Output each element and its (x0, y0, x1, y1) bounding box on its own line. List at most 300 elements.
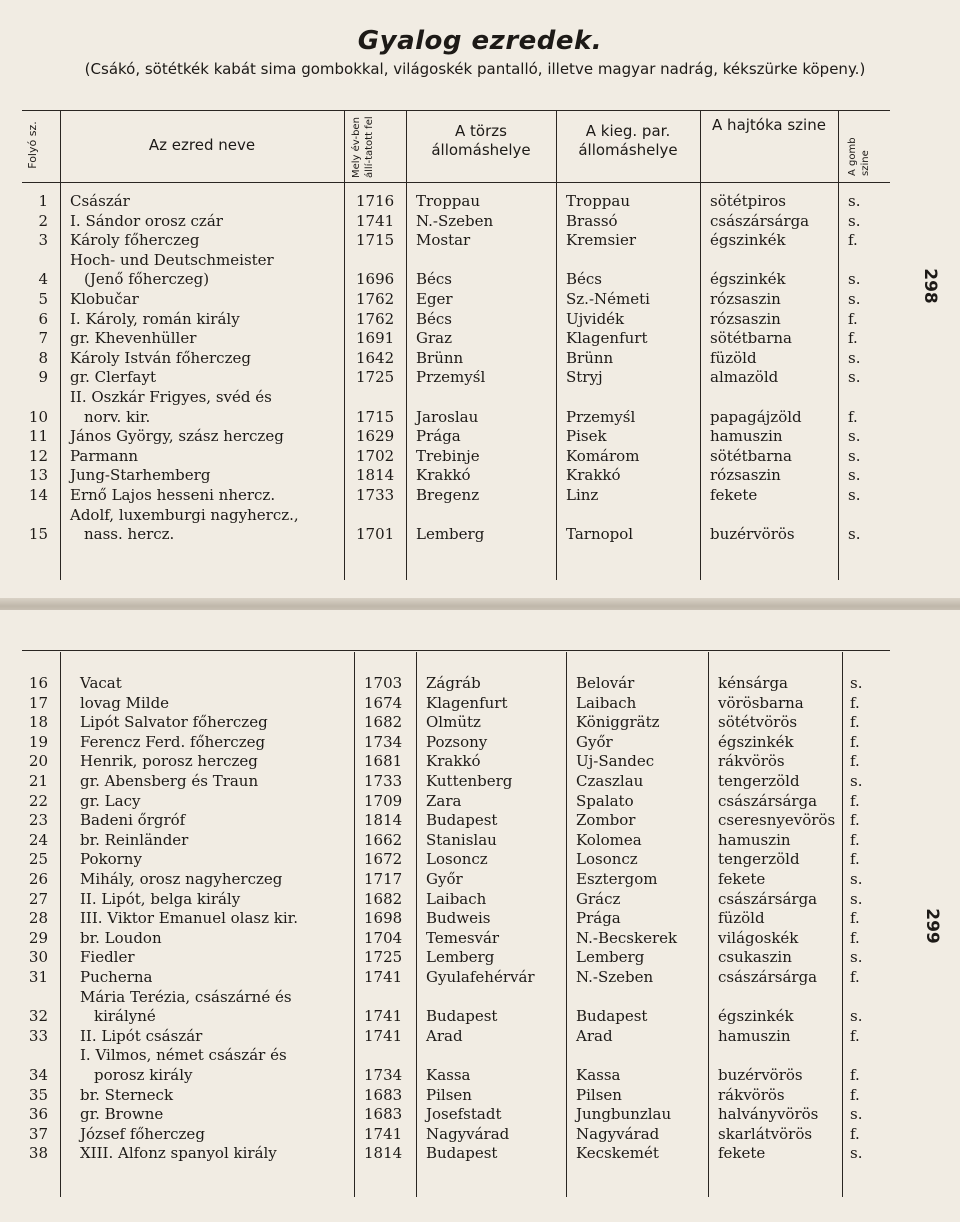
headquarters: Klagenfurt (426, 693, 508, 712)
button-color: s. (850, 674, 863, 692)
founding-year: 1741 (356, 211, 395, 230)
headquarters: Przemyśl (416, 368, 486, 387)
facing-color: sötétpiros (710, 192, 786, 210)
table-cell-row (0, 908, 960, 928)
button-color: f. (850, 791, 860, 810)
facing-color: fekete (718, 1144, 766, 1163)
headquarters: Laibach (426, 889, 487, 908)
regiment-number: 29 (28, 928, 48, 947)
headquarters: Stanislau (426, 830, 497, 849)
regiment-number: 33 (28, 1026, 48, 1045)
depot: Stryj (566, 368, 603, 387)
facing-color: rákvörös (718, 1085, 785, 1104)
facing-color: vörösbarna (718, 693, 804, 712)
button-color: s. (848, 427, 861, 446)
button-color: f. (850, 1066, 860, 1084)
button-color: s. (850, 948, 863, 967)
regiment-name: norv. kir. (84, 407, 151, 426)
regiment-name: nass. hercz. (84, 525, 175, 544)
table-cell-row (0, 328, 960, 348)
table-cell-row (0, 387, 960, 407)
founding-year: 1733 (364, 772, 403, 790)
depot: Uj-Sandec (576, 752, 655, 771)
table-cell-row (0, 1006, 960, 1026)
regiment-name: III. Viktor Emanuel olasz kir. (80, 909, 298, 928)
depot: Arad (576, 1026, 613, 1045)
button-color: s. (848, 525, 861, 544)
regiment-number: 18 (28, 713, 48, 732)
header-depot: A kieg. par. állomáshelye (578, 122, 678, 159)
header-year: Mely év-ben állí-tatott fel (351, 116, 375, 178)
regiment-number: 15 (28, 525, 48, 544)
headquarters: Krakkó (426, 752, 481, 771)
headquarters: Troppau (416, 192, 481, 210)
headquarters: Bécs (416, 309, 452, 328)
table-cell-row (0, 367, 960, 387)
button-color: f. (850, 830, 860, 849)
regiment-number: 24 (28, 830, 48, 849)
depot: Sz.-Németi (566, 290, 650, 308)
page-number: 298 (919, 268, 940, 304)
regiment-number: 23 (28, 811, 48, 830)
facing-color: papagájzöld (710, 407, 802, 426)
headquarters: Mostar (416, 231, 471, 250)
facing-color: hamuszin (718, 830, 791, 849)
headquarters: Jaroslau (416, 407, 479, 426)
table-top-rule (22, 650, 890, 651)
header-name: Az ezred neve (148, 136, 256, 154)
regiment-name: Pucherna (80, 968, 153, 986)
regiment-name: József főherczeg (80, 1124, 205, 1143)
founding-year: 1683 (364, 1085, 403, 1104)
button-color: f. (850, 1026, 860, 1045)
header-facing: A hajtóka szine (712, 116, 826, 134)
button-color: f. (850, 1085, 860, 1104)
button-color: s. (848, 466, 861, 485)
headquarters: Temesvár (426, 928, 500, 947)
facing-color: füzöld (718, 909, 765, 928)
founding-year: 1725 (364, 948, 403, 967)
founding-year: 1674 (364, 693, 403, 712)
headquarters: Kassa (426, 1066, 471, 1084)
founding-year: 1734 (364, 732, 403, 751)
depot: Nagyvárad (576, 1124, 660, 1143)
facing-color: égszinkék (710, 270, 786, 289)
regiment-number: 31 (28, 968, 48, 986)
table-cell-row (0, 869, 960, 889)
regiment-name: gr. Lacy (80, 791, 141, 810)
facing-color: hamuszin (718, 1026, 791, 1045)
table-cell-row (0, 465, 960, 485)
table-cell-row (0, 426, 960, 446)
button-color: f. (850, 850, 860, 869)
depot: Kecskemét (576, 1144, 659, 1163)
regiment-number: 36 (28, 1105, 48, 1124)
depot: Pisek (566, 427, 607, 446)
button-color: f. (850, 928, 860, 947)
table-cell-row (0, 289, 960, 309)
founding-year: 1683 (364, 1105, 403, 1124)
facing-color: cseresnyevörös (718, 811, 836, 830)
regiment-number: 26 (28, 870, 48, 888)
founding-year: 1701 (356, 525, 395, 544)
facing-color: császársárga (718, 889, 818, 908)
depot: Bécs (566, 270, 602, 289)
facing-color: hamuszin (710, 427, 783, 446)
depot: Zombor (576, 811, 636, 830)
founding-year: 1733 (356, 486, 395, 504)
facing-color: rózsaszin (710, 466, 781, 485)
regiment-name: Mária Terézia, császárné és (80, 987, 292, 1006)
headquarters: N.-Szeben (416, 211, 494, 230)
facing-color: rákvörös (718, 752, 785, 771)
founding-year: 1741 (364, 1026, 403, 1045)
headquarters: Budweis (426, 909, 491, 928)
facing-color: császársárga (710, 211, 810, 230)
table-cell-row (0, 712, 960, 732)
button-color: s. (850, 772, 863, 790)
regiment-name: Császár (70, 192, 130, 210)
depot: Königgrätz (576, 713, 660, 732)
headquarters: Krakkó (416, 466, 471, 485)
regiment-name: Ferencz Ferd. főherczeg (80, 732, 266, 751)
table-cell-row (0, 524, 960, 544)
founding-year: 1741 (364, 968, 403, 986)
founding-year: 1762 (356, 309, 395, 328)
button-color: s. (850, 1007, 863, 1026)
button-color: f. (850, 693, 860, 712)
facing-color: tengerzöld (718, 850, 800, 869)
regiment-name: Henrik, porosz herczeg (80, 752, 258, 771)
button-color: f. (850, 968, 860, 986)
founding-year: 1814 (364, 1144, 403, 1163)
headquarters: Josefstadt (426, 1105, 502, 1124)
table-cell-row (0, 693, 960, 713)
facing-color: buzérvörös (718, 1066, 803, 1084)
founding-year: 1629 (356, 427, 395, 446)
regiment-name: gr. Abensberg és Traun (80, 772, 259, 790)
founding-year: 1734 (364, 1066, 403, 1084)
button-color: f. (850, 732, 860, 751)
regiment-name: II. Lipót, belga király (80, 889, 241, 908)
facing-color: égszinkék (710, 231, 786, 250)
founding-year: 1715 (356, 231, 395, 250)
founding-year: 1672 (364, 850, 403, 869)
regiment-name: Lipót Salvator főherczeg (80, 713, 268, 732)
headquarters: Eger (416, 290, 453, 308)
button-color: s. (848, 270, 861, 289)
facing-color: halványvörös (718, 1105, 819, 1124)
header-button: A gomb szine (847, 137, 871, 176)
founding-year: 1717 (364, 870, 403, 888)
regiment-name: br. Sterneck (80, 1085, 174, 1104)
regiment-name: I. Károly, román király (70, 309, 240, 328)
facing-color: füzöld (710, 348, 757, 367)
depot: Troppau (566, 192, 631, 210)
regiment-name: II. Lipót császár (80, 1026, 203, 1045)
button-color: f. (850, 713, 860, 732)
founding-year: 1814 (356, 466, 395, 485)
regiment-number: 3 (38, 231, 48, 250)
headquarters: Olmütz (426, 713, 481, 732)
button-color: s. (850, 1105, 863, 1124)
depot: N.-Becskerek (576, 928, 678, 947)
depot: Linz (566, 486, 599, 504)
table-cell-row (0, 250, 960, 270)
regiment-name: gr. Clerfayt (70, 368, 156, 387)
table-cell-row (0, 947, 960, 967)
regiment-number: 9 (38, 368, 48, 387)
regiment-number: 21 (28, 772, 48, 790)
table-cell-row (0, 485, 960, 505)
table-top-rule (22, 110, 890, 111)
regiment-name: br. Loudon (80, 928, 162, 947)
facing-color: almazöld (710, 368, 779, 387)
founding-year: 1698 (364, 909, 403, 928)
regiment-number: 12 (28, 446, 48, 465)
regiment-number: 11 (28, 427, 48, 446)
regiment-name: porosz király (94, 1066, 193, 1084)
regiment-number: 6 (38, 309, 48, 328)
facing-color: tengerzöld (718, 772, 800, 790)
headquarters: Pilsen (426, 1085, 472, 1104)
facing-color: rózsaszin (710, 309, 781, 328)
button-color: s. (848, 368, 861, 387)
founding-year: 1741 (364, 1007, 403, 1026)
regiment-number: 38 (28, 1144, 48, 1163)
headquarters: Zara (426, 791, 462, 810)
regiment-number: 28 (28, 909, 48, 928)
facing-color: kénsárga (718, 674, 788, 692)
regiment-number: 32 (28, 1007, 48, 1026)
headquarters: Győr (426, 870, 463, 888)
regiment-name: Adolf, luxemburgi nagyhercz., (70, 505, 299, 524)
founding-year: 1691 (356, 329, 395, 348)
table-cell-row (0, 309, 960, 329)
founding-year: 1702 (356, 446, 395, 465)
table-header-rule (22, 182, 890, 183)
table-cell-row (0, 1143, 960, 1163)
table-cell-row (0, 928, 960, 948)
founding-year: 1814 (364, 811, 403, 830)
depot: Tarnopol (566, 525, 634, 544)
facing-color: csukaszin (718, 948, 792, 967)
headquarters: Gyulafehérvár (426, 968, 535, 986)
depot: Kolomea (576, 830, 642, 849)
regiment-name: királyné (94, 1007, 156, 1026)
regiment-name: János György, szász herczeg (70, 427, 284, 446)
table-cell-row (0, 830, 960, 850)
headquarters: Lemberg (416, 525, 485, 544)
founding-year: 1715 (356, 407, 395, 426)
headquarters: Graz (416, 329, 452, 348)
page-number: 299 (921, 908, 942, 944)
regiment-name: Jung-Starhemberg (70, 466, 211, 485)
headquarters: Budapest (426, 1007, 498, 1026)
depot: Esztergom (576, 870, 658, 888)
regiment-number: 19 (28, 732, 48, 751)
founding-year: 1704 (364, 928, 403, 947)
regiment-name: gr. Browne (80, 1105, 164, 1124)
facing-color: sötétbarna (710, 329, 792, 348)
button-color: f. (848, 231, 858, 250)
depot: Lemberg (576, 948, 645, 967)
founding-year: 1662 (364, 830, 403, 849)
regiment-number: 17 (28, 693, 48, 712)
table-cell-row (0, 967, 960, 987)
regiment-name: Vacat (80, 674, 122, 692)
headquarters: Trebinje (416, 446, 480, 465)
table-cell-row (0, 1026, 960, 1046)
regiment-name: Károly István főherczeg (70, 348, 251, 367)
table-cell-row (0, 1104, 960, 1124)
founding-year: 1741 (364, 1124, 403, 1143)
table-cell-row (0, 191, 960, 211)
headquarters: Budapest (426, 811, 498, 830)
regiment-number: 35 (28, 1085, 48, 1104)
regiment-number: 5 (38, 290, 48, 308)
table-cell-row (0, 1124, 960, 1144)
depot: Győr (576, 732, 613, 751)
depot: Brassó (566, 211, 618, 230)
facing-color: rózsaszin (710, 290, 781, 308)
table-cell-row (0, 269, 960, 289)
table-cell-row (0, 230, 960, 250)
regiment-name: Mihály, orosz nagyherczeg (80, 870, 283, 888)
button-color: f. (850, 811, 860, 830)
regiment-name: (Jenő főherczeg) (84, 270, 210, 289)
table-cell-row (0, 1085, 960, 1105)
regiment-name: I. Vilmos, német császár és (80, 1046, 287, 1065)
regiment-name: br. Reinländer (80, 830, 189, 849)
button-color: s. (850, 870, 863, 888)
button-color: f. (850, 1124, 860, 1143)
button-color: s. (848, 446, 861, 465)
table-cell-row (0, 751, 960, 771)
table-cell-row (0, 771, 960, 791)
table-cell-row (0, 791, 960, 811)
founding-year: 1709 (364, 791, 403, 810)
facing-color: fekete (710, 486, 758, 504)
depot: Losoncz (576, 850, 638, 869)
regiment-number: 16 (28, 674, 48, 692)
regiment-name: lovag Milde (80, 693, 170, 712)
regiment-number: 13 (28, 466, 48, 485)
button-color: s. (848, 348, 861, 367)
regiment-name: Hoch- und Deutschmeister (70, 250, 274, 269)
depot: Spalato (576, 791, 634, 810)
regiment-name: Parmann (70, 446, 139, 465)
facing-color: égszinkék (718, 1007, 794, 1026)
page-299 (0, 610, 960, 1222)
regiment-name: II. Oszkár Frigyes, svéd és (70, 388, 272, 406)
founding-year: 1696 (356, 270, 395, 289)
regiment-number: 22 (28, 791, 48, 810)
facing-color: fekete (718, 870, 766, 888)
regiment-number: 7 (38, 329, 48, 348)
table-cell-row (0, 446, 960, 466)
facing-color: császársárga (718, 968, 818, 986)
regiment-name: Ernő Lajos hesseni nhercz. (70, 486, 276, 504)
regiment-number: 27 (28, 889, 48, 908)
button-color: s. (848, 290, 861, 308)
founding-year: 1716 (356, 192, 395, 210)
table-cell-row (0, 987, 960, 1007)
regiment-name: Fiedler (80, 948, 135, 967)
button-color: f. (850, 909, 860, 928)
table-cell-row (0, 889, 960, 909)
table-cell-row (0, 732, 960, 752)
regiment-name: I. Sándor orosz czár (70, 211, 223, 230)
regiment-number: 10 (28, 407, 48, 426)
depot: Budapest (576, 1007, 648, 1026)
depot: Czaszlau (576, 772, 644, 790)
facing-color: sötétbarna (710, 446, 792, 465)
regiment-number: 2 (38, 211, 48, 230)
founding-year: 1762 (356, 290, 395, 308)
depot: Belovár (576, 674, 635, 692)
founding-year: 1703 (364, 674, 403, 692)
regiment-number: 20 (28, 752, 48, 771)
button-color: s. (848, 211, 861, 230)
depot: Jungbunzlau (576, 1105, 672, 1124)
depot: Pilsen (576, 1085, 622, 1104)
regiment-number: 1 (38, 192, 48, 210)
headquarters: Kuttenberg (426, 772, 513, 790)
depot: N.-Szeben (576, 968, 654, 986)
table-cell-row (0, 407, 960, 427)
facing-color: világoskék (718, 928, 799, 947)
depot: Przemyśl (566, 407, 636, 426)
facing-color: sötétvörös (718, 713, 798, 732)
headquarters: Lemberg (426, 948, 495, 967)
founding-year: 1642 (356, 348, 395, 367)
table-cell-row (0, 673, 960, 693)
page-298 (0, 0, 960, 600)
headquarters: Budapest (426, 1144, 498, 1163)
regiment-number: 30 (28, 948, 48, 967)
depot: Brünn (566, 348, 614, 367)
button-color: s. (848, 486, 861, 504)
regiment-name: Pokorny (80, 850, 142, 869)
headquarters: Zágráb (426, 674, 481, 692)
depot: Kremsier (566, 231, 637, 250)
table-cell-row (0, 348, 960, 368)
regiment-number: 8 (38, 348, 48, 367)
regiment-number: 4 (38, 270, 48, 289)
regiment-number: 25 (28, 850, 48, 869)
regiment-name: Klobučar (70, 290, 139, 308)
button-color: f. (848, 329, 858, 348)
headquarters: Losoncz (426, 850, 488, 869)
header-hq: A törzs állomáshelye (431, 122, 531, 159)
headquarters: Arad (426, 1026, 463, 1045)
depot: Grácz (576, 889, 621, 908)
button-color: f. (848, 309, 858, 328)
founding-year: 1681 (364, 752, 403, 771)
regiment-number: 34 (28, 1066, 48, 1084)
table-cell-row (0, 849, 960, 869)
headquarters: Nagyvárad (426, 1124, 510, 1143)
depot: Krakkó (566, 466, 621, 485)
regiment-name: XIII. Alfonz spanyol király (80, 1144, 277, 1163)
facing-color: császársárga (718, 791, 818, 810)
founding-year: 1682 (364, 713, 403, 732)
headquarters: Prága (416, 427, 461, 446)
headquarters: Brünn (416, 348, 464, 367)
button-color: s. (850, 889, 863, 908)
facing-color: buzérvörös (710, 525, 795, 544)
